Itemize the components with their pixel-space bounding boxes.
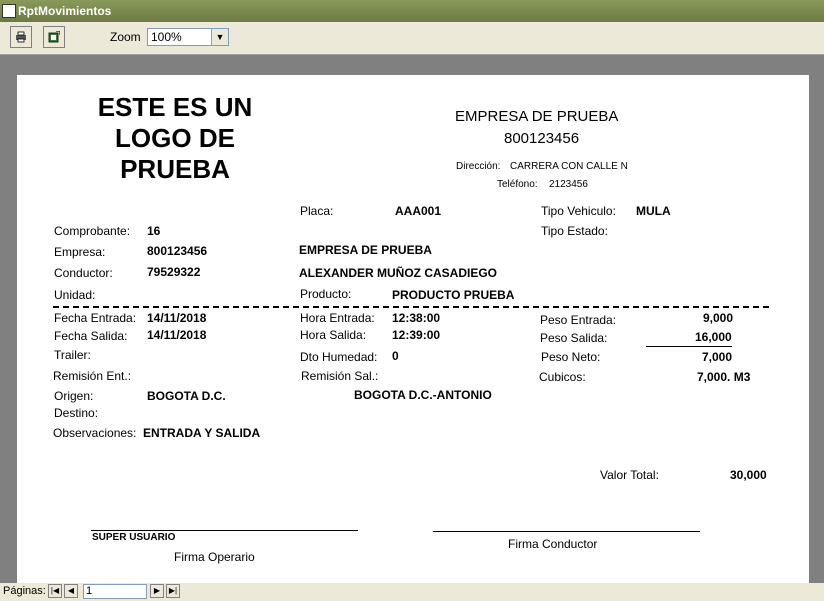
cubicos-value: 7,000. M3 — [697, 370, 751, 384]
logo-line-2: LOGO DE — [115, 123, 235, 153]
next-page-button[interactable]: ▶ — [150, 584, 164, 598]
placa-label: Placa: — [300, 204, 334, 218]
cubicos-label: Cubicos: — [539, 370, 586, 384]
chevron-down-icon[interactable]: ▼ — [211, 29, 228, 45]
company-nit: 800123456 — [504, 130, 580, 147]
window-title: RptMovimientos — [18, 4, 112, 18]
placa-value: AAA001 — [395, 204, 442, 218]
export-button[interactable] — [43, 26, 65, 48]
tipo-estado-label: Tipo Estado: — [541, 224, 608, 238]
remision-ent-label: Remisión Ent.: — [53, 369, 132, 383]
title-bar — [0, 0, 824, 22]
empresa-name: EMPRESA DE PRUEBA — [299, 243, 432, 257]
company-logo — [75, 92, 275, 185]
hora-entrada-label: Hora Entrada: — [300, 311, 375, 325]
report-viewer[interactable] — [0, 55, 824, 583]
report-page — [17, 75, 809, 583]
comprobante-label: Comprobante: — [54, 224, 131, 238]
zoom-select[interactable] — [147, 28, 229, 46]
zoom-label: Zoom — [110, 30, 141, 44]
unidad-label: Unidad: — [54, 288, 96, 302]
hora-entrada-value: 12:38:00 — [392, 311, 441, 325]
operario-name: SUPER USUARIO — [92, 532, 176, 543]
export-icon — [48, 31, 60, 43]
prev-page-button[interactable]: ◀ — [64, 584, 78, 598]
peso-entrada-label: Peso Entrada: — [540, 313, 617, 327]
producto-value: PRODUCTO PRUEBA — [392, 288, 515, 302]
hora-salida-label: Hora Salida: — [300, 328, 367, 342]
origen-value: BOGOTA D.C. — [147, 389, 226, 403]
report-window-icon — [2, 4, 16, 18]
conductor-signature-line — [433, 531, 700, 532]
producto-label: Producto: — [300, 287, 352, 301]
tipo-vehiculo-value: MULA — [636, 204, 671, 218]
trailer-label: Trailer: — [54, 348, 91, 362]
peso-neto-label: Peso Neto: — [541, 350, 601, 364]
phone-value: 2123456 — [549, 179, 588, 190]
sum-line — [646, 346, 732, 347]
page-number-input[interactable]: 1 — [83, 584, 147, 599]
first-page-button[interactable]: |◀ — [48, 584, 62, 598]
empresa-label: Empresa: — [54, 245, 106, 259]
printer-icon — [15, 31, 27, 43]
company-name: EMPRESA DE PRUEBA — [455, 108, 619, 125]
zoom-value: 100% — [151, 30, 182, 44]
conductor-id: 79529322 — [147, 265, 201, 279]
pages-label: Páginas: — [3, 585, 46, 597]
firma-conductor-label: Firma Conductor — [508, 537, 598, 551]
toolbar — [0, 22, 824, 55]
section-divider — [53, 306, 769, 308]
comprobante-value: 16 — [147, 224, 161, 238]
observaciones-label: Observaciones: — [53, 426, 137, 440]
dto-humedad-label: Dto Humedad: — [300, 350, 378, 364]
logo-line-3: PRUEBA — [120, 154, 230, 184]
address-value: CARRERA CON CALLE N — [510, 161, 628, 172]
fecha-salida-label: Fecha Salida: — [54, 329, 128, 343]
print-button[interactable] — [10, 26, 32, 48]
peso-salida-value: 16,000 — [695, 330, 732, 344]
observaciones-value: ENTRADA Y SALIDA — [143, 426, 261, 440]
conductor-name: ALEXANDER MUÑOZ CASADIEGO — [299, 266, 498, 280]
phone-label: Teléfono: — [497, 179, 538, 190]
fecha-salida-value: 14/11/2018 — [147, 328, 207, 342]
destino-value: BOGOTA D.C.-ANTONIO — [354, 388, 492, 402]
peso-entrada-value: 9,000 — [703, 311, 734, 325]
operario-signature-line — [91, 530, 358, 531]
tipo-vehiculo-label: Tipo Vehiculo: — [541, 204, 616, 218]
last-page-button[interactable]: ▶| — [166, 584, 180, 598]
fecha-entrada-value: 14/11/2018 — [147, 311, 207, 325]
peso-salida-label: Peso Salida: — [540, 331, 608, 345]
valor-total-label: Valor Total: — [600, 468, 659, 482]
remision-sal-label: Remisión Sal.: — [301, 369, 379, 383]
destino-label: Destino: — [54, 406, 99, 420]
hora-salida-value: 12:39:00 — [392, 328, 441, 342]
conductor-label: Conductor: — [54, 266, 113, 280]
dto-humedad-value: 0 — [392, 349, 399, 363]
fecha-entrada-label: Fecha Entrada: — [54, 311, 137, 325]
origen-label: Origen: — [54, 389, 94, 403]
empresa-nit: 800123456 — [147, 244, 208, 258]
address-label: Dirección: — [456, 161, 501, 172]
valor-total-value: 30,000 — [730, 468, 767, 482]
logo-line-1: ESTE ES UN — [97, 92, 253, 122]
peso-neto-value: 7,000 — [702, 350, 733, 364]
firma-operario-label: Firma Operario — [174, 550, 255, 564]
status-bar — [0, 583, 824, 601]
